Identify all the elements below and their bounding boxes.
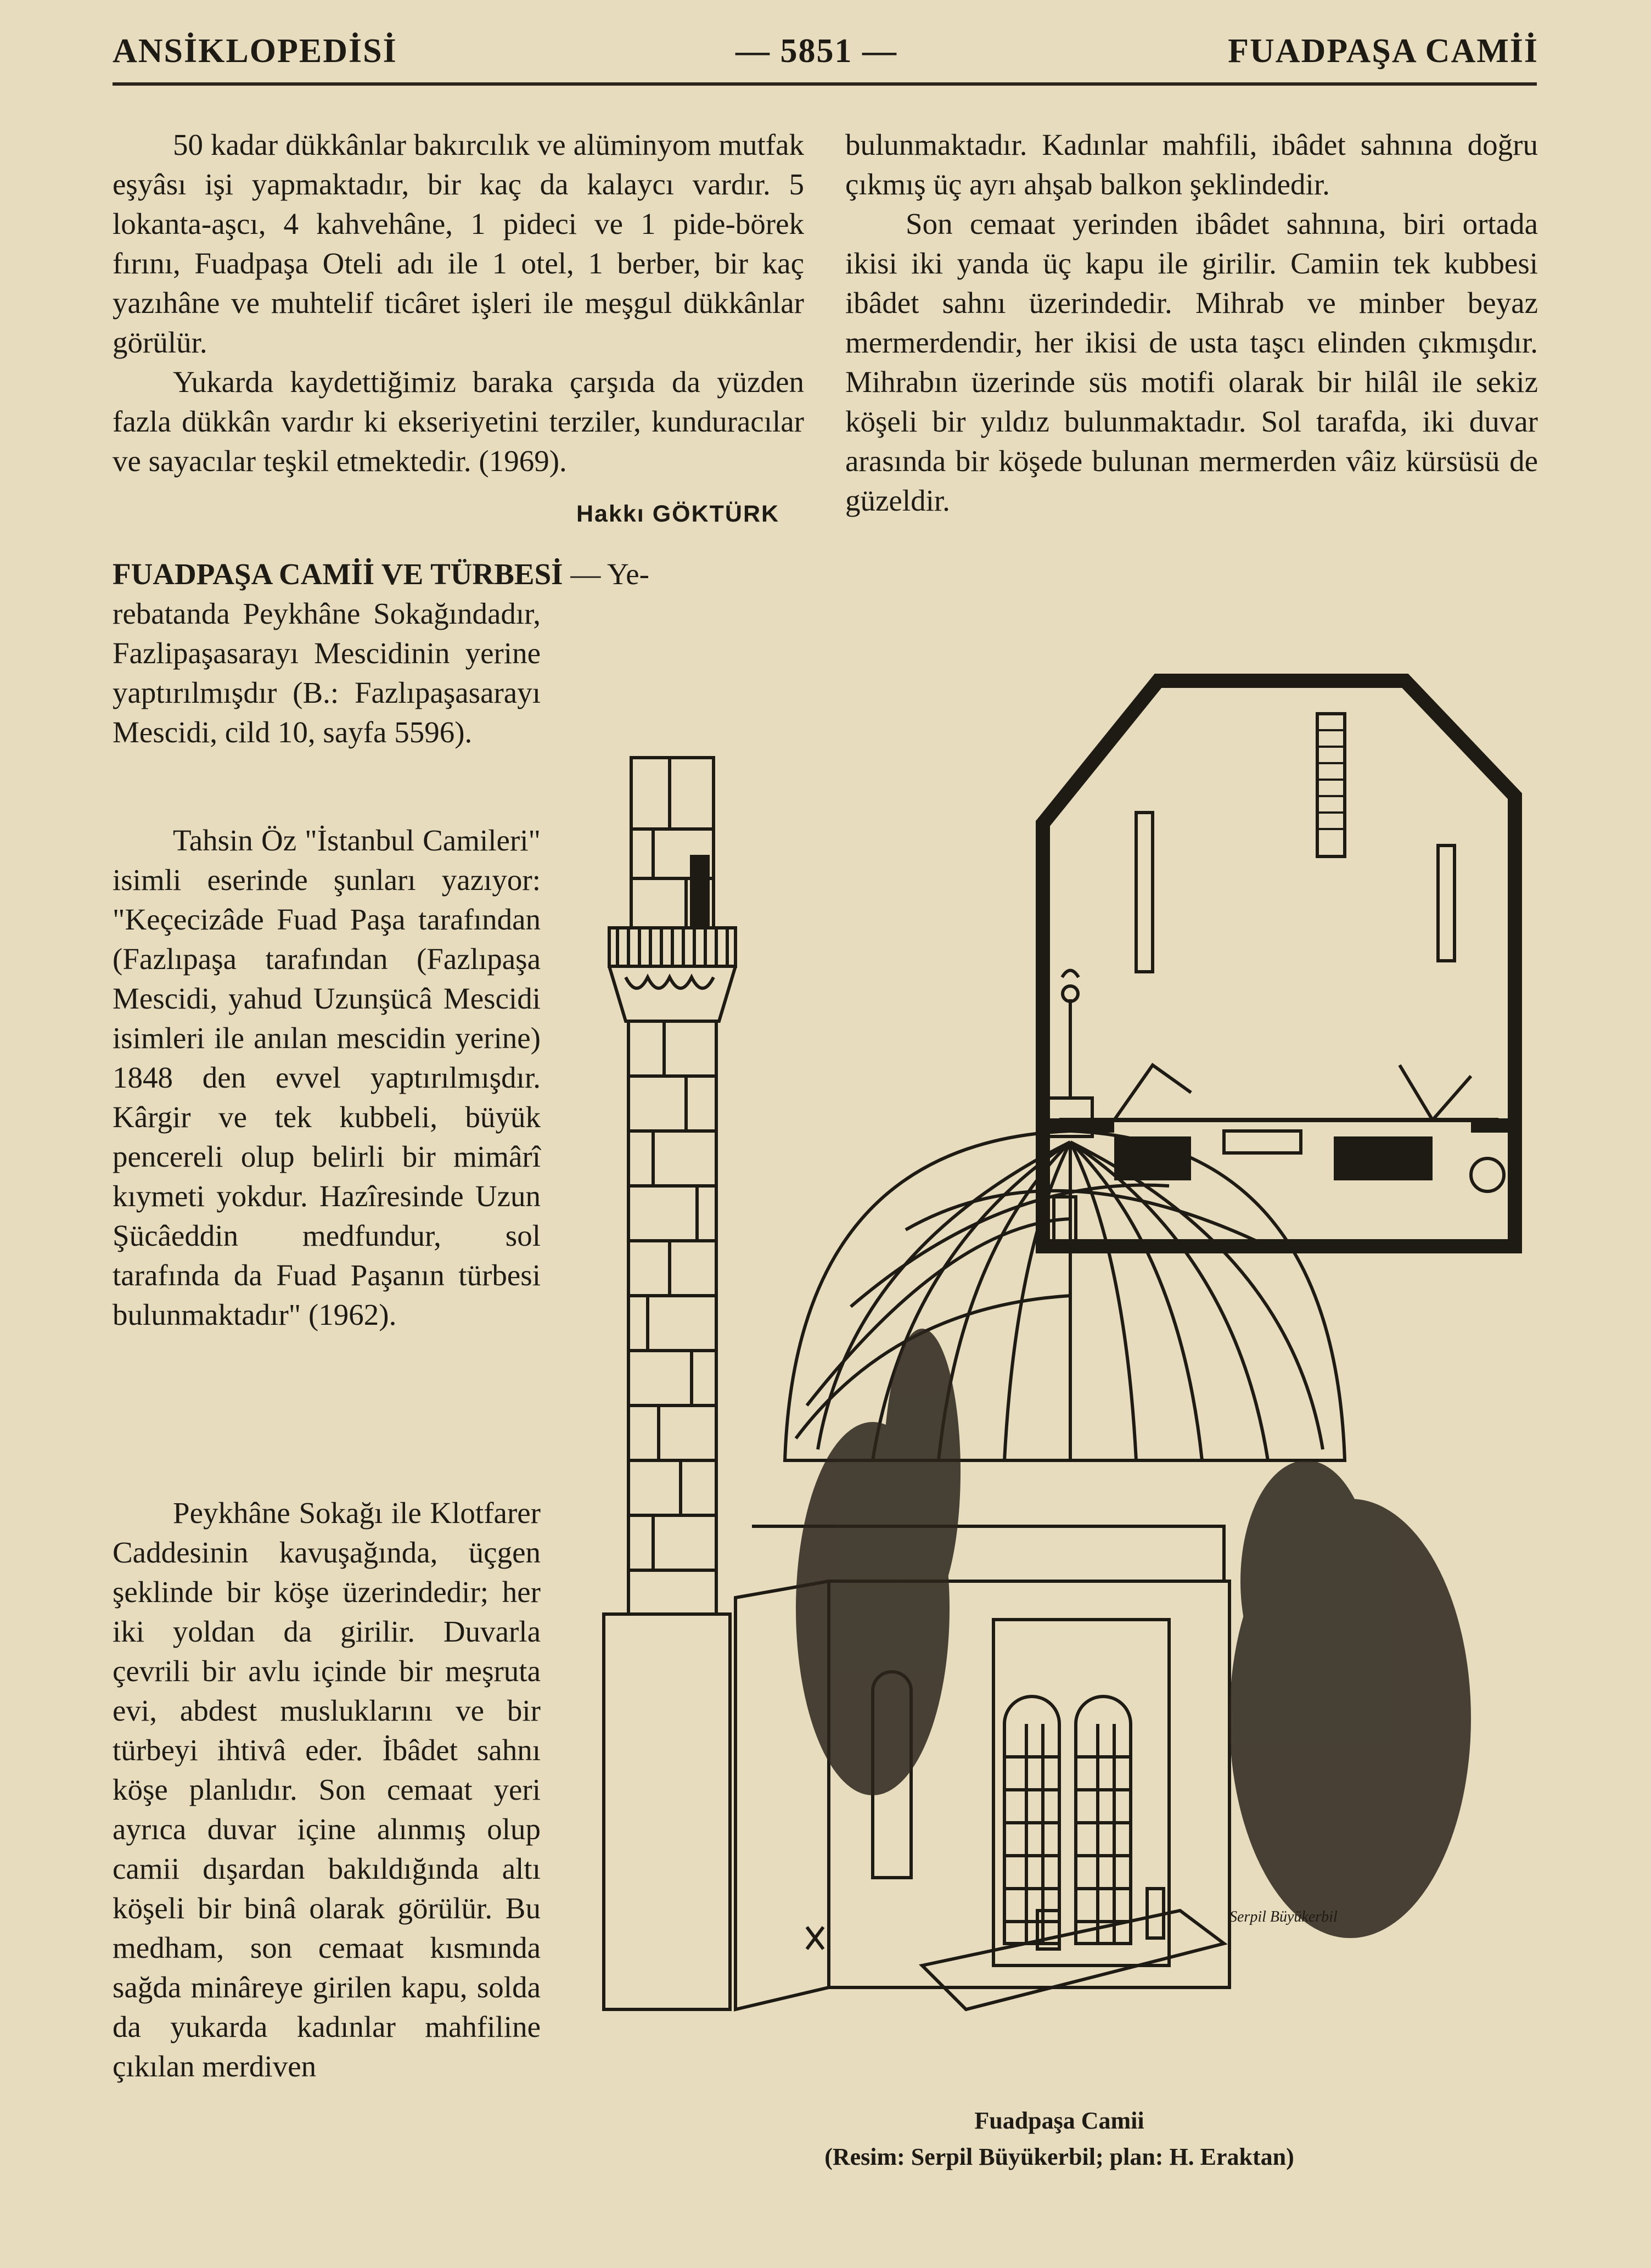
author-signature: Hakkı GÖKTÜRK [576,501,780,527]
tombstones [807,1889,1224,2009]
floor-plan [1043,675,1515,1268]
column-2-top [845,125,1538,520]
paragraph: bulunmaktadır. Kadınlar mahfili, ibâdet sahnına doğru çıkmış üç ayrı ahşab balkon şeklindedir. [845,128,1538,201]
figure-caption [714,2103,1405,2175]
article-intro [113,594,541,752]
header-right: FUADPAŞA CAMİİ [1228,32,1538,70]
caption-title: Fuadpaşa Camii [974,2107,1144,2134]
article-title: FUADPAŞA CAMİİ VE TÜRBESİ [113,557,563,591]
paragraph: 50 kadar dükkânlar bakırcılık ve alüminyom mutfak eşyâsı işi yapmaktadır, bir kaç da kalaycı vardır. 5 lokanta-aşcı, 4 kahvehâne, 1 pideci ve 1 pide-börek fırını, Fuadpaşa Oteli adı ile 1 otel, 1 berber, bir kaç yazıhâne ve muhtelif ticâret işleri ile meşgul dükkânlar görülür. [113,128,804,359]
minaret [604,758,735,2009]
paragraph: rebatanda Peykhâne Sokağındadır, Fazlipaşasarayı Mescidinin yerine yaptırılmışdır (B.: Fazlıpaşasarayı Mescidi, cild 10, sayfa 5596). [113,597,541,749]
caption-credit: (Resim: Serpil Büyükerbil; plan: H. Eraktan) [824,2143,1294,2170]
article-description [113,1493,541,2086]
paragraph: Peykhâne Sokağı ile Klotfarer Caddesinin kavuşağında, üçgen şeklinde bir köşe üzerindedir; her iki yoldan da girilir. Duvarla çevrili bir avlu içinde bir meşruta evi, abdest musluklarını ve bir türbeyi ihtivâ eder. İbâdet sahnı köşe planlıdır. Son cemaat yeri ayrıca duvar içine alınmış olup camii dışardan bakıldığında altı köşeli bir binâ olarak görülür. Bu medham, son cemaat kısmında sağda minâreye girilen kapu, solda da yukarda kadınlar mahfiline çıkılan merdiven [113,1496,541,2083]
page-number: — 5851 — [735,32,897,70]
article-heading [113,555,804,594]
paragraph: Son cemaat yerinden ibâdet sahnına, biri ortada ikisi iki yanda üç kapu ile girilir. Camiin tek kubbesi ibâdet sahnı üzerindedir. Mihrab ve minber beyaz mermerdendir, her ikisi de usta taşcı elinden çıkmışdır. Mihrabın üzerinde süs motifi olarak bir hilâl ile sekiz köşeli bir yıldız bulunmaktadır. Sol tarafda, iki duvar arasında bir köşede bulunan mermerden vâiz kürsüsü de güzeldir. [845,207,1538,517]
header-rule [113,82,1537,86]
article-quote [113,821,541,1335]
mosque-illustration [565,648,1548,2086]
paragraph: Yukarda kaydettiğimiz baraka çarşıda da yüzden fazla dükkân vardır ki ekseriyetini terziler, kunduracılar ve sayacılar teşkil etmektedir. (1969). [113,365,804,478]
artist-signature: Serpil Büyükerbil [1229,1908,1338,1925]
paragraph: Tahsin Öz "İstanbul Camileri" isimli eserinde şunları yazıyor: "Keçecizâde Fuad Paşa tarafından (Fazlıpaşa tarafından (Fazlıpaşa Mescidi, yahud Uzunşücâ Mescidi isimleri ile anılan mescidin yerine) 1848 den evvel yaptırılmışdır. Kârgir ve tek kubbeli, büyük pencereli olup belirli bir mimârî kıymeti yokdur. Hazîresinde Uzun Şücâeddin medfundur, sol tarafında da Fuad Paşanın türbesi bulunmaktadır" (1962). [113,824,541,1331]
article-title-rest: — Ye- [570,557,649,591]
column-1-top [113,125,804,481]
header-left: ANSİKLOPEDİSİ [113,32,397,70]
